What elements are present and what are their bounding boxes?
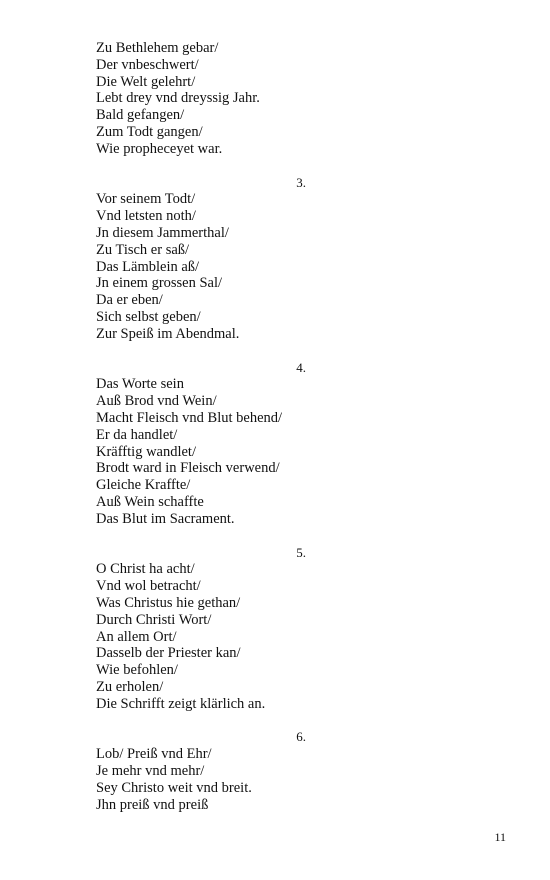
verse-line: Vnd letsten noth/ — [96, 208, 196, 225]
verse-line: O Christ ha acht/ — [96, 561, 195, 578]
verse-line: Dasselb der Priester kan/ — [96, 645, 241, 662]
verse-line: Die Schrifft zeigt klärlich an. — [96, 695, 266, 712]
verse-line: Vnd wol betracht/ — [96, 578, 201, 595]
verse-line: Zum Todt gangen/ — [96, 123, 203, 140]
verse-line: Wie befohlen/ — [96, 662, 178, 679]
verse-line: Das Worte sein — [96, 376, 184, 393]
verse-line: Macht Fleisch vnd Blut behend/ — [96, 409, 283, 426]
verse-line: Da er eben/ — [96, 292, 163, 309]
verse-line: Brodt ward in Fleisch verwend/ — [96, 460, 280, 477]
verse-line: Wie propheceyet war. — [96, 140, 223, 157]
verse-line: Bald gefangen/ — [96, 107, 185, 124]
verse-line: Sich selbst geben/ — [96, 308, 201, 325]
verse-line: Lebt drey vnd dreyssig Jahr. — [96, 90, 260, 107]
verse-line: Zu Tisch er saß/ — [96, 241, 190, 258]
stanza-4 — [96, 360, 496, 528]
verse-line: Das Lämblein aß/ — [96, 258, 200, 275]
verse-line: Jhn preiß vnd preiß — [96, 796, 209, 813]
stanza-continued — [96, 40, 496, 158]
verse-line: Zu Bethlehem gebar/ — [96, 40, 219, 56]
stanza-3 — [96, 175, 496, 343]
page-number: 11 — [494, 830, 506, 844]
stanza-number: 5. — [296, 544, 306, 560]
verse-line: Kräfftig wandlet/ — [96, 443, 196, 460]
verse-line: Je mehr vnd mehr/ — [96, 763, 205, 780]
verse-line: Sey Christo weit vnd breit. — [96, 779, 252, 796]
verse-line: Zur Speiß im Abendmal. — [96, 325, 240, 342]
verse-line: An allem Ort/ — [96, 628, 177, 645]
stanza-6 — [96, 729, 496, 813]
hymn-text-column — [96, 40, 496, 813]
verse-line: Vor seinem Todt/ — [96, 191, 196, 208]
verse-line: Jn einem grossen Sal/ — [96, 275, 223, 292]
verse-line: Auß Wein schaffte — [96, 493, 204, 510]
stanza-number: 4. — [296, 359, 306, 375]
verse-line: Auß Brod vnd Wein/ — [96, 393, 217, 410]
verse-line: Der vnbeschwert/ — [96, 56, 199, 73]
verse-line: Das Blut im Sacrament. — [96, 510, 235, 527]
verse-line: Zu erholen/ — [96, 678, 164, 695]
verse-line: Was Christus hie gethan/ — [96, 594, 241, 611]
verse-line: Jn diesem Jammerthal/ — [96, 224, 229, 241]
stanza-number: 3. — [296, 174, 306, 190]
verse-line: Gleiche Kraffte/ — [96, 477, 191, 494]
verse-line: Durch Christi Wort/ — [96, 611, 212, 628]
verse-line: Lob/ Preiß vnd Ehr/ — [96, 746, 212, 763]
stanza-number: 6. — [296, 729, 306, 745]
verse-line: Die Welt gelehrt/ — [96, 73, 196, 90]
stanza-5 — [96, 545, 496, 713]
verse-line: Er da handlet/ — [96, 426, 178, 443]
